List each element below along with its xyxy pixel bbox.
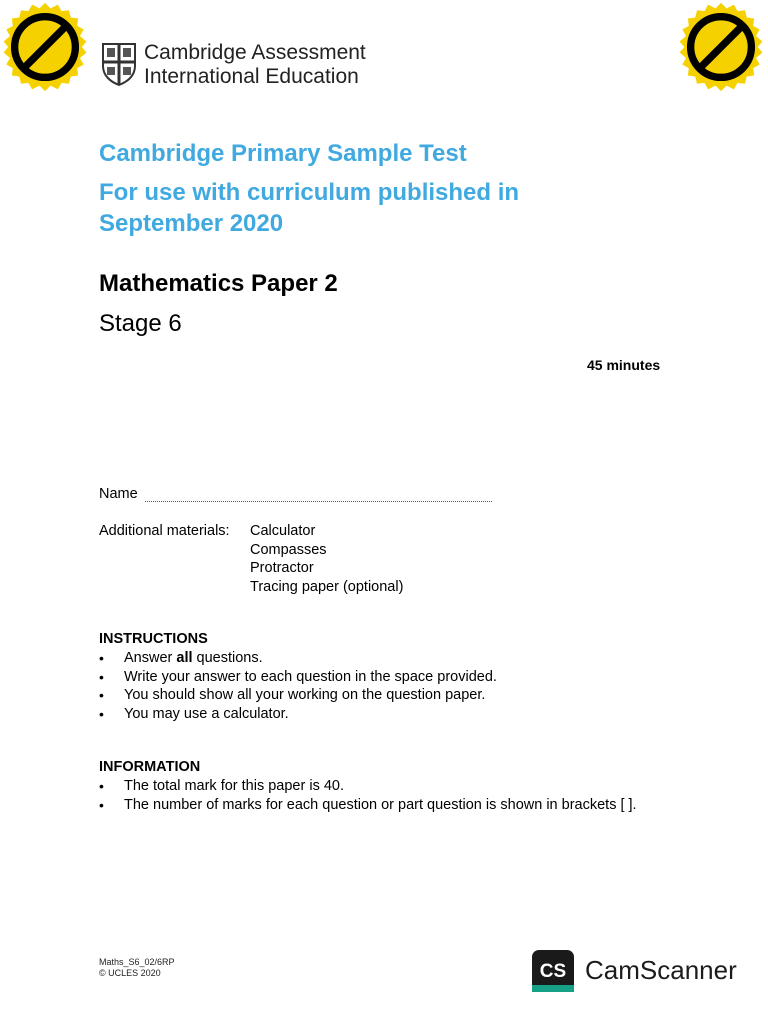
logo-line-1: Cambridge Assessment (144, 41, 366, 64)
curriculum-line-2: September 2020 (99, 210, 284, 237)
logo-line-2: International Education (144, 65, 359, 88)
instruction-item: • Answer all questions. (99, 649, 497, 668)
information-list (99, 777, 637, 814)
information-item: • The number of marks for each question or part question is shown in brackets [ ]. (99, 796, 637, 815)
camscanner-wordmark: CamScanner (585, 955, 737, 985)
material-item: Compasses (250, 541, 327, 558)
instruction-item: • You should show all your working on the question paper. (99, 686, 497, 705)
instructions-list (99, 649, 497, 723)
test-title: Cambridge Primary Sample Test (99, 140, 467, 167)
materials-label: Additional materials: (99, 523, 230, 539)
material-item: Tracing paper (optional) (250, 578, 404, 595)
footer-code (99, 957, 175, 979)
instructions-heading: INSTRUCTIONS (99, 631, 208, 647)
name-label: Name (99, 486, 138, 502)
no-entry-icon (675, 1, 767, 93)
cambridge-crest-icon (101, 42, 137, 86)
logo-wordmark (144, 41, 366, 89)
name-field[interactable] (145, 501, 492, 502)
stage-label: Stage 6 (99, 310, 182, 337)
curriculum-line-1: For use with curriculum published in (99, 179, 520, 206)
material-item: Calculator (250, 523, 316, 539)
copyright: © UCLES 2020 (99, 968, 161, 978)
information-item: • The total mark for this paper is 40. (99, 777, 637, 796)
no-entry-icon (0, 1, 91, 93)
camscanner-icon-text: CS (539, 961, 567, 982)
material-item: Protractor (250, 560, 314, 576)
information-heading: INFORMATION (99, 759, 201, 775)
instruction-item: • Write your answer to each question in the space provided. (99, 668, 497, 687)
instruction-item: • You may use a calculator. (99, 705, 497, 724)
paper-title: Mathematics Paper 2 (99, 270, 338, 297)
paper-code: Maths_S6_02/6RP (99, 957, 175, 967)
camscanner-logo-icon (532, 950, 574, 992)
duration: 45 minutes (587, 357, 661, 373)
materials-list (250, 522, 403, 596)
